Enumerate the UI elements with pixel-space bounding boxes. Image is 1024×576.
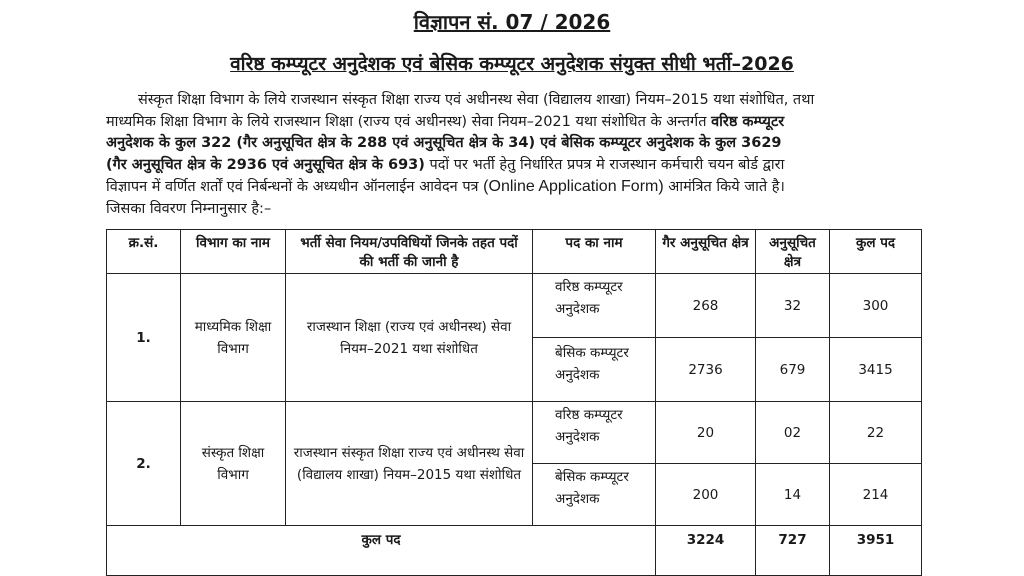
header-non-scheduled: गैर अनुसूचित क्षेत्र — [656, 230, 756, 274]
total-count: 300 — [830, 274, 922, 338]
scheduled-count: 679 — [756, 338, 830, 402]
header-total: कुल पद — [830, 230, 922, 274]
intro-line-5-end: आमंत्रित किये जाते है। — [663, 179, 785, 195]
online-form-label: (Online Application Form) — [483, 178, 664, 195]
header-rules: भर्ती सेवा नियम/उपविधियों जिनके तहत पदों की भर्ती की जानी है — [286, 230, 533, 274]
intro-line-5 — [106, 176, 928, 199]
non-scheduled-count: 20 — [656, 402, 756, 464]
intro-line-2-text: माध्यमिक शिक्षा विभाग के लिये राजस्थान शिक्षा (राज्य एवं अधीनस्थ) सेवा नियम–2021 यथा संशोधित के अन्तर्गत — [106, 113, 712, 130]
post-name: वरिष्ठ कम्प्यूटर अनुदेशक — [533, 402, 656, 464]
intro-line-2-bold: वरिष्ठ कम्प्यूटर — [711, 113, 785, 130]
row-rules: राजस्थान शिक्षा (राज्य एवं अधीनस्थ) सेवा नियम–2021 यथा संशोधित — [286, 274, 533, 402]
table-header-row — [107, 230, 922, 274]
total-count: 3415 — [830, 338, 922, 402]
intro-line-1: संस्कृत शिक्षा विभाग के लिये राजस्थान संस्कृत शिक्षा राज्य एवं अधीनस्थ सेवा (विद्यालय शाखा) नियम–2015 यथा संशोधित, तथा — [138, 92, 815, 108]
table-caption: जिसका विवरण निम्नानुसार है:– — [106, 200, 272, 217]
total-count: 22 — [830, 402, 922, 464]
intro-line-4 — [106, 155, 928, 177]
non-scheduled-count: 2736 — [656, 338, 756, 402]
grand-total: 3951 — [830, 526, 922, 576]
intro-line-4-text: पदों पर भर्ती हेतु निर्धारित प्रपत्र मे राजस्थान कर्मचारी चयन बोर्ड द्वारा — [424, 156, 785, 173]
scheduled-count: 02 — [756, 402, 830, 464]
header-serial: क्र.सं. — [107, 230, 181, 274]
notice-number-title: विज्ञापन सं. 07 / 2026 — [413, 10, 611, 34]
header-scheduled: अनुसूचित क्षेत्र — [756, 230, 830, 274]
row-serial: 1. — [107, 274, 181, 402]
row-serial: 2. — [107, 402, 181, 526]
header-department: विभाग का नाम — [181, 230, 286, 274]
total-count: 214 — [830, 464, 922, 526]
total-scheduled: 727 — [756, 526, 830, 576]
table-row — [107, 402, 922, 464]
header-post: पद का नाम — [533, 230, 656, 274]
vacancy-table — [106, 229, 922, 576]
post-name: वरिष्ठ कम्प्यूटर अनुदेशक — [533, 274, 656, 338]
notice-main-title: वरिष्ठ कम्प्यूटर अनुदेशक एवं बेसिक कम्प्यूटर अनुदेशक संयुक्त सीधी भर्ती–2026 — [230, 53, 794, 75]
scheduled-count: 32 — [756, 274, 830, 338]
post-name: बेसिक कम्प्यूटर अनुदेशक — [533, 338, 656, 402]
intro-paragraph — [106, 90, 928, 220]
scheduled-count: 14 — [756, 464, 830, 526]
total-non-scheduled: 3224 — [656, 526, 756, 576]
table-row — [107, 274, 922, 338]
intro-line-2 — [106, 112, 928, 134]
row-department: संस्कृत शिक्षा विभाग — [181, 402, 286, 526]
row-rules: राजस्थान संस्कृत शिक्षा राज्य एवं अधीनस्थ सेवा (विद्यालय शाखा) नियम–2015 यथा संशोधित — [286, 402, 533, 526]
intro-line-5-text: विज्ञापन में वर्णित शर्तों एवं निर्बन्धनों के अध्यधीन ऑनलाईन आवेदन पत्र — [106, 179, 484, 195]
table-total-row — [107, 526, 922, 576]
non-scheduled-count: 200 — [656, 464, 756, 526]
intro-line-3: अनुदेशक के कुल 322 (गैर अनुसूचित क्षेत्र के 288 एवं अनुसूचित क्षेत्र के 34) एवं बेसिक कम्प्यूटर अनुदेशक के कुल 3629 — [106, 135, 782, 151]
intro-line-4-bold: (गैर अनुसूचित क्षेत्र के 2936 एवं अनुसूचित क्षेत्र के 693) — [106, 156, 425, 173]
non-scheduled-count: 268 — [656, 274, 756, 338]
total-label: कुल पद — [107, 526, 656, 576]
row-department: माध्यमिक शिक्षा विभाग — [181, 274, 286, 402]
post-name: बेसिक कम्प्यूटर अनुदेशक — [533, 464, 656, 526]
